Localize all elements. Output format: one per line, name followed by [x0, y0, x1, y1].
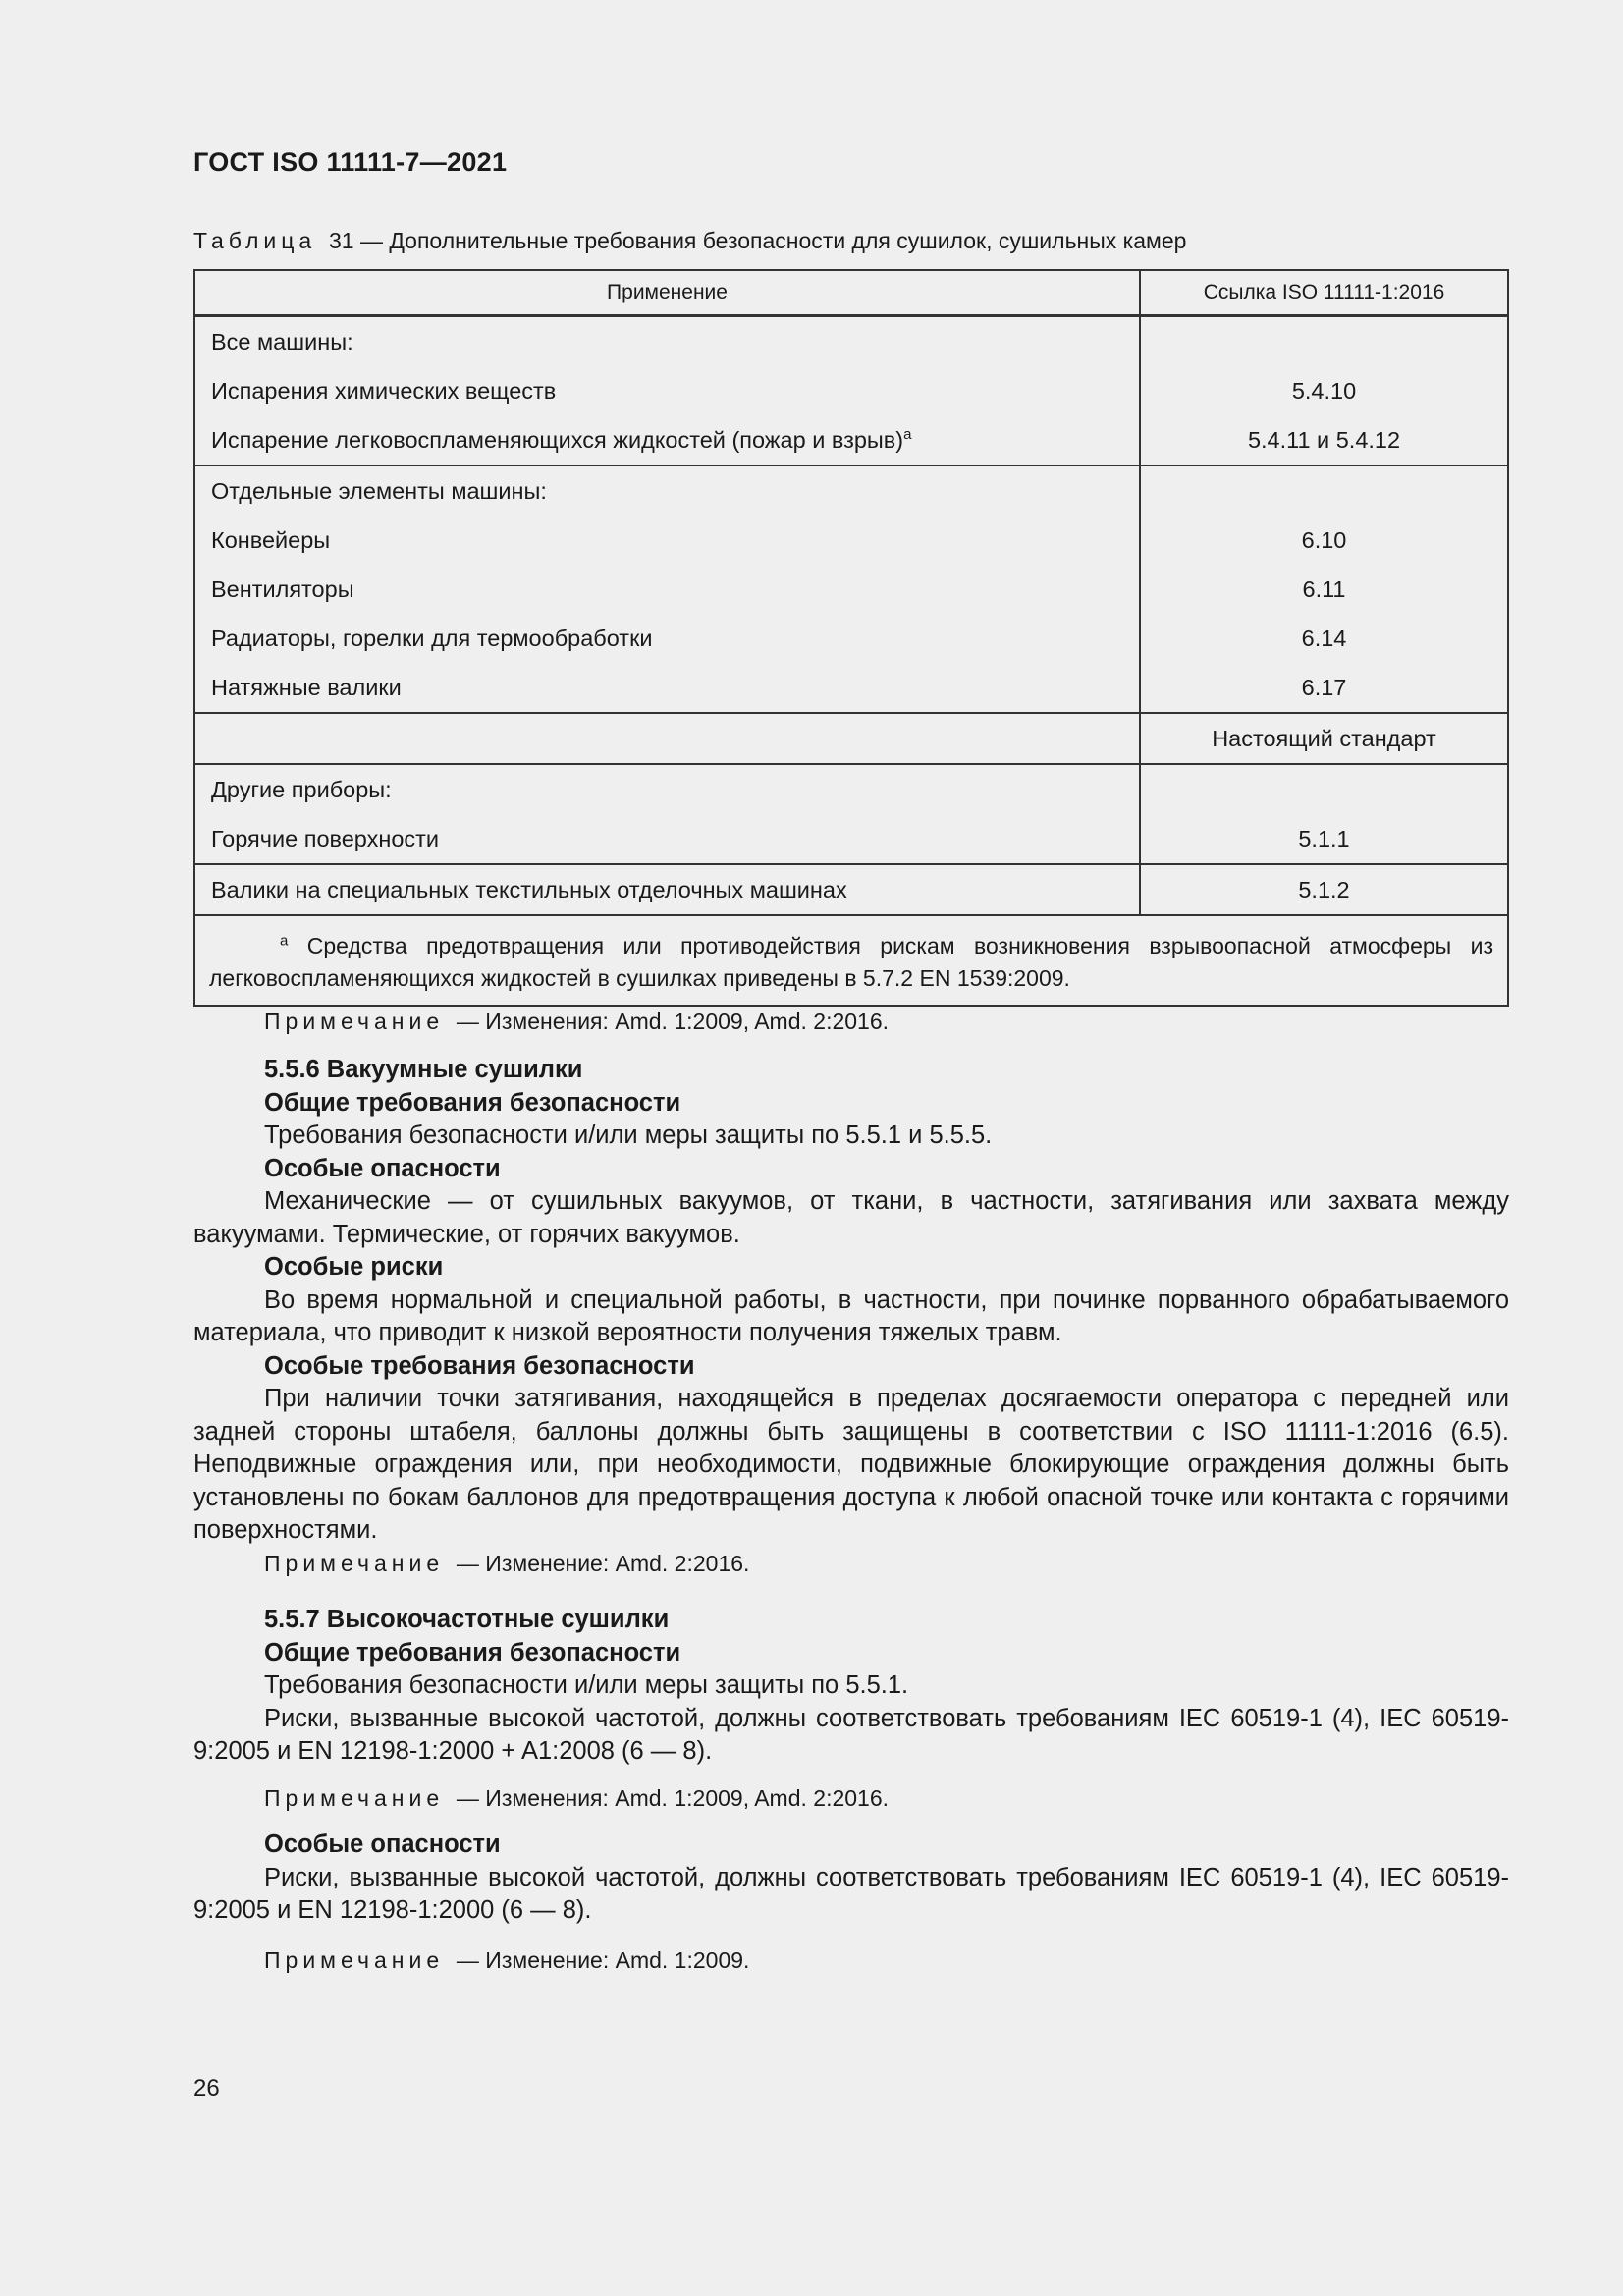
application-cell — [194, 713, 1140, 764]
table-row — [194, 366, 1508, 415]
reference-cell: 6.11 — [1140, 565, 1508, 614]
note-label: Примечание — [264, 1009, 445, 1034]
note-label: Примечание — [264, 1551, 445, 1576]
section-heading: 5.5.6 Вакуумные сушилки — [264, 1056, 583, 1083]
note — [193, 1782, 1580, 1816]
table-row — [194, 316, 1508, 367]
column-header-reference: Ссылка ISO 11111-1:2016 — [1140, 270, 1508, 316]
reference-cell: 5.1.1 — [1140, 814, 1508, 864]
application-cell: Другие приборы: — [194, 764, 1140, 814]
paragraph: Требования безопасности и/или меры защиты по 5.5.1 и 5.5.5. — [264, 1121, 993, 1149]
application-cell: Вентиляторы — [194, 565, 1140, 614]
subsection-heading: Особые требования безопасности — [264, 1351, 695, 1380]
paragraph: Во время нормальной и специальной работы, в частности, при починке порванного обрабатываемого материала, что приводит к низкой вероятности получения тяжелых травм. — [193, 1285, 1509, 1346]
reference-cell — [1140, 316, 1508, 367]
paragraph: Риски, вызванные высокой частотой, должны соответствовать требованиям IEC 60519-1 (4), IEC 60519-9:2005 и EN 12198-1:2000 (6 — 8). — [193, 1863, 1509, 1924]
page-number: 26 — [193, 2075, 220, 2102]
table-row — [194, 814, 1508, 864]
section-5-5-6 — [193, 1054, 1509, 1548]
table-caption-label: Таблица — [193, 228, 317, 253]
footnote-text: Средства предотвращения или противодействия рискам возникновения взрывоопасной атмосферы из легковоспламеняющихся жидкостей в сушилках приведены в 5.7.2 EN 1539:2009. — [209, 933, 1494, 991]
application-cell: Отдельные элементы машины: — [194, 465, 1140, 516]
application-cell: Испарения химических веществ — [194, 366, 1140, 415]
paragraph: Риски, вызванные высокой частотой, должны соответствовать требованиям IEC 60519-1 (4), IEC 60519-9:2005 и EN 12198-1:2000 + A1:2008 (6 — 8). — [193, 1704, 1509, 1765]
table-caption — [193, 228, 1186, 254]
table-row — [194, 565, 1508, 614]
reference-cell: 6.14 — [1140, 614, 1508, 663]
table-row — [194, 713, 1508, 764]
application-text: Испарение легковоспламеняющихся жидкостей (пожар и взрыв) — [211, 427, 904, 453]
table-row — [194, 415, 1508, 465]
table-footnote — [194, 915, 1508, 1006]
application-cell: Все машины: — [194, 316, 1140, 367]
table-row — [194, 516, 1508, 565]
note-label: Примечание — [264, 1785, 445, 1811]
table-row — [194, 764, 1508, 814]
table-row — [194, 663, 1508, 713]
reference-cell — [1140, 465, 1508, 516]
note-text: — Изменение: Amd. 1:2009. — [456, 1947, 750, 1973]
section-5-5-7 — [193, 1604, 1509, 1769]
paragraph: Требования безопасности и/или меры защиты по 5.5.1. — [264, 1671, 909, 1699]
table-row — [194, 864, 1508, 915]
subsection-heading: Особые опасности — [264, 1831, 501, 1858]
note-text: — Изменение: Amd. 2:2016. — [456, 1551, 750, 1576]
reference-cell: 6.10 — [1140, 516, 1508, 565]
note — [193, 1944, 1580, 1978]
footnote-marker: a — [903, 426, 912, 444]
application-cell: Натяжные валики — [194, 663, 1140, 713]
application-cell: Радиаторы, горелки для термообработки — [194, 614, 1140, 663]
application-cell: Валики на специальных текстильных отделочных машинах — [194, 864, 1140, 915]
subsection-heading: Особые опасности — [264, 1154, 501, 1182]
section-heading: 5.5.7 Высокочастотные сушилки — [264, 1606, 670, 1633]
table-header-row — [194, 270, 1508, 316]
table-footnote-row — [194, 915, 1508, 1006]
note — [193, 1006, 1580, 1039]
table-caption-text: 31 — Дополнительные требования безопасности для сушилок, сушильных камер — [328, 228, 1187, 253]
subsection-heading: Общие требования безопасности — [264, 1088, 681, 1117]
reference-cell: 6.17 — [1140, 663, 1508, 713]
subsection-heading: Общие требования безопасности — [264, 1638, 681, 1667]
subsection-heading: Особые риски — [264, 1253, 444, 1281]
section-5-5-7-hazards — [193, 1829, 1509, 1928]
note-label: Примечание — [264, 1947, 445, 1973]
table-row — [194, 465, 1508, 516]
application-cell — [194, 415, 1140, 465]
reference-cell — [1140, 764, 1508, 814]
reference-cell: Настоящий стандарт — [1140, 713, 1508, 764]
reference-cell: 5.1.2 — [1140, 864, 1508, 915]
footnote-marker: a — [280, 932, 289, 950]
requirements-table — [193, 269, 1509, 1007]
column-header-application: Применение — [194, 270, 1140, 316]
application-cell: Горячие поверхности — [194, 814, 1140, 864]
paragraph: При наличии точки затягивания, находящейся в пределах досягаемости оператора с передней или задней стороны штабеля, баллоны должны быть защищены в соответствии с ISO 11111-1:2016 (6.5). Неподвижные ограждения или, при необходимости, подвижные блокирующие ограждения должны быть установлены по бокам баллонов для предотвращения доступа к любой опасной точке или контакта с горячими поверхностями. — [193, 1385, 1509, 1544]
note — [193, 1548, 1580, 1581]
reference-cell: 5.4.10 — [1140, 366, 1508, 415]
reference-cell: 5.4.11 и 5.4.12 — [1140, 415, 1508, 465]
table-row — [194, 614, 1508, 663]
note-text: — Изменения: Amd. 1:2009, Amd. 2:2016. — [456, 1009, 890, 1034]
note-text: — Изменения: Amd. 1:2009, Amd. 2:2016. — [456, 1785, 890, 1811]
application-cell: Конвейеры — [194, 516, 1140, 565]
paragraph: Механические — от сушильных вакуумов, от ткани, в частности, затягивания или захвата между вакуумами. Термические, от горячих вакуумов. — [193, 1187, 1509, 1248]
document-header: ГОСТ ISO 11111-7—2021 — [193, 147, 508, 177]
